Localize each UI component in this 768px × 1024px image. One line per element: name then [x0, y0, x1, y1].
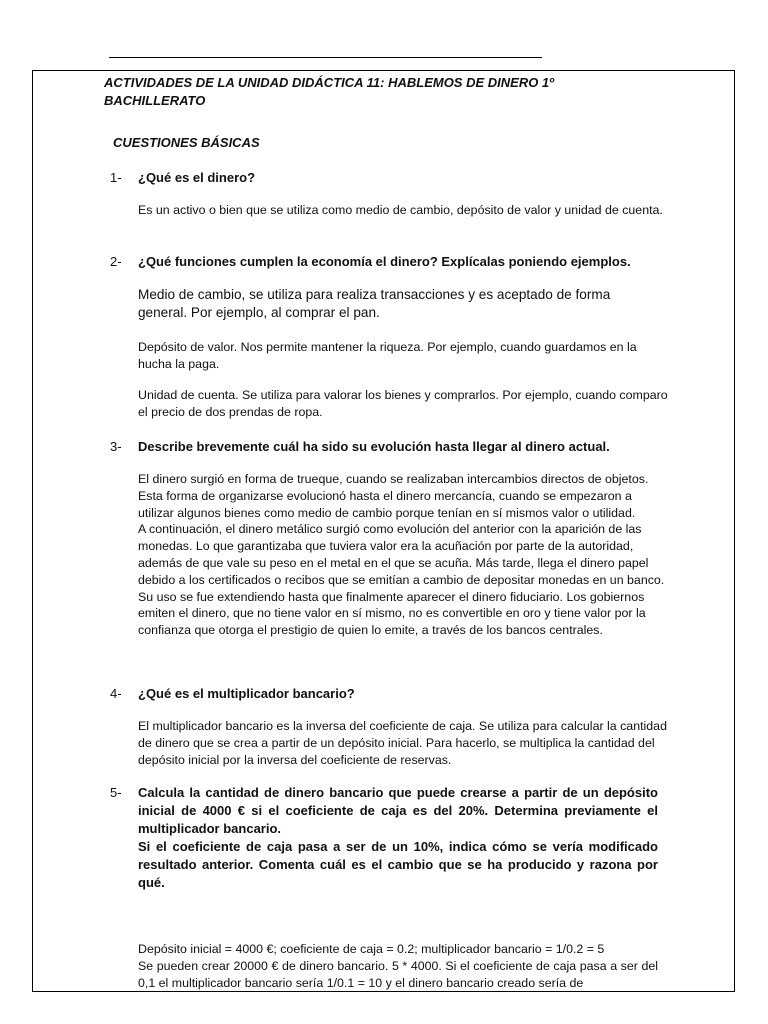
answer-block — [138, 339, 668, 373]
answer-paragraph: Se pueden crear 20000 € de dinero bancario. 5 * 4000. Si el coeficiente de caja pasa a ser del 0,1 el multiplicador bancario sería 1/0.1 = 10 y el dinero bancario creado sería de — [138, 958, 658, 990]
answer-paragraph: A continuación, el dinero metálico surgió como evolución del anterior con la aparición de las monedas. Lo que garantizaba que tuviera valor era la acuñación por parte de la autoridad, además de que vale su peso en el metal en el que se acuña. Más tarde, llega el dinero papel debido a los certificados o recibos que se emitían a cambio de depositar monedas en un banco. Su uso se fue extendiendo hasta que finalmente aparecer el dinero fiduciario. Los gobiernos emiten el dinero, que no tiene valor en sí mismo, no es convertible en oro y tiene valor por la confianza que otorga el prestigio de quien lo emite, a través de los bancos centrales. — [138, 522, 665, 638]
question-text: ¿Qué es el dinero? — [138, 170, 256, 185]
question-text-part: Si el coeficiente de caja pasa a ser de un 10%, indica cómo se vería modificado resultado anterior. Comenta cuál es el cambio que se ha producido y razona por qué. — [138, 839, 658, 890]
answer-paragraph: Es un activo o bien que se utiliza como medio de cambio, depósito de valor y unidad de cuenta. — [138, 203, 663, 217]
section-title: CUESTIONES BÁSICAS — [113, 135, 260, 150]
question-number: 2- — [110, 254, 122, 269]
answer-paragraph: Unidad de cuenta. Se utiliza para valorar los bienes y comprarlos. Por ejemplo, cuando comparo el precio de dos prendas de ropa. — [138, 388, 668, 419]
answer-paragraph: El multiplicador bancario es la inversa del coeficiente de caja. Se utiliza para calcular la cantidad de dinero que se crea a partir de un depósito inicial. Para hacerlo, se multiplica la cantidad del depósito inicial por la inversa del coeficiente de reservas. — [138, 719, 667, 767]
answer-paragraph: Depósito de valor. Nos permite mantener la riqueza. Por ejemplo, cuando guardamos en la hucha la paga. — [138, 340, 637, 371]
question-number: 1- — [110, 170, 122, 185]
document-title: ACTIVIDADES DE LA UNIDAD DIDÁCTICA 11: HABLEMOS DE DINERO 1º BACHILLERATO — [104, 75, 554, 108]
question-text: ¿Qué es el multiplicador bancario? — [138, 686, 355, 701]
answer-block — [138, 941, 658, 991]
answer-block — [138, 471, 668, 639]
question-number: 5- — [110, 785, 122, 800]
question-text — [138, 784, 658, 892]
answer-block — [138, 202, 668, 219]
question-text-part: Calcula la cantidad de dinero bancario que puede crearse a partir de un depósito inicial de 4000 € si el coeficiente de caja es del 20%. Determina previamente el multiplicador bancario. — [138, 785, 658, 836]
question-number: 3- — [110, 439, 122, 454]
answer-block — [138, 387, 668, 421]
header-rule — [109, 57, 542, 58]
answer-paragraph: Medio de cambio, se utiliza para realiza transacciones y es aceptado de forma general. Por ejemplo, al comprar el pan. — [138, 287, 611, 320]
question-text: ¿Qué funciones cumplen la economía el dinero? Explícalas poniendo ejemplos. — [138, 254, 631, 269]
answer-paragraph: Depósito inicial = 4000 €; coeficiente de caja = 0.2; multiplicador bancario = 1/0.2 = 5 — [138, 942, 605, 956]
answer-paragraph: El dinero surgió en forma de trueque, cuando se realizaban intercambios directos de objetos. Esta forma de organizarse evolucionó hasta el dinero mercancía, cuando se empezaron a utilizar algunos bienes como medio de cambio porque tenían en sí mismos valor o utilidad. — [138, 472, 649, 520]
question-number: 4- — [110, 686, 122, 701]
answer-block — [138, 286, 658, 322]
document-frame — [32, 70, 735, 992]
question-text: Describe brevemente cuál ha sido su evolución hasta llegar al dinero actual. — [138, 439, 610, 454]
answer-block — [138, 718, 668, 768]
